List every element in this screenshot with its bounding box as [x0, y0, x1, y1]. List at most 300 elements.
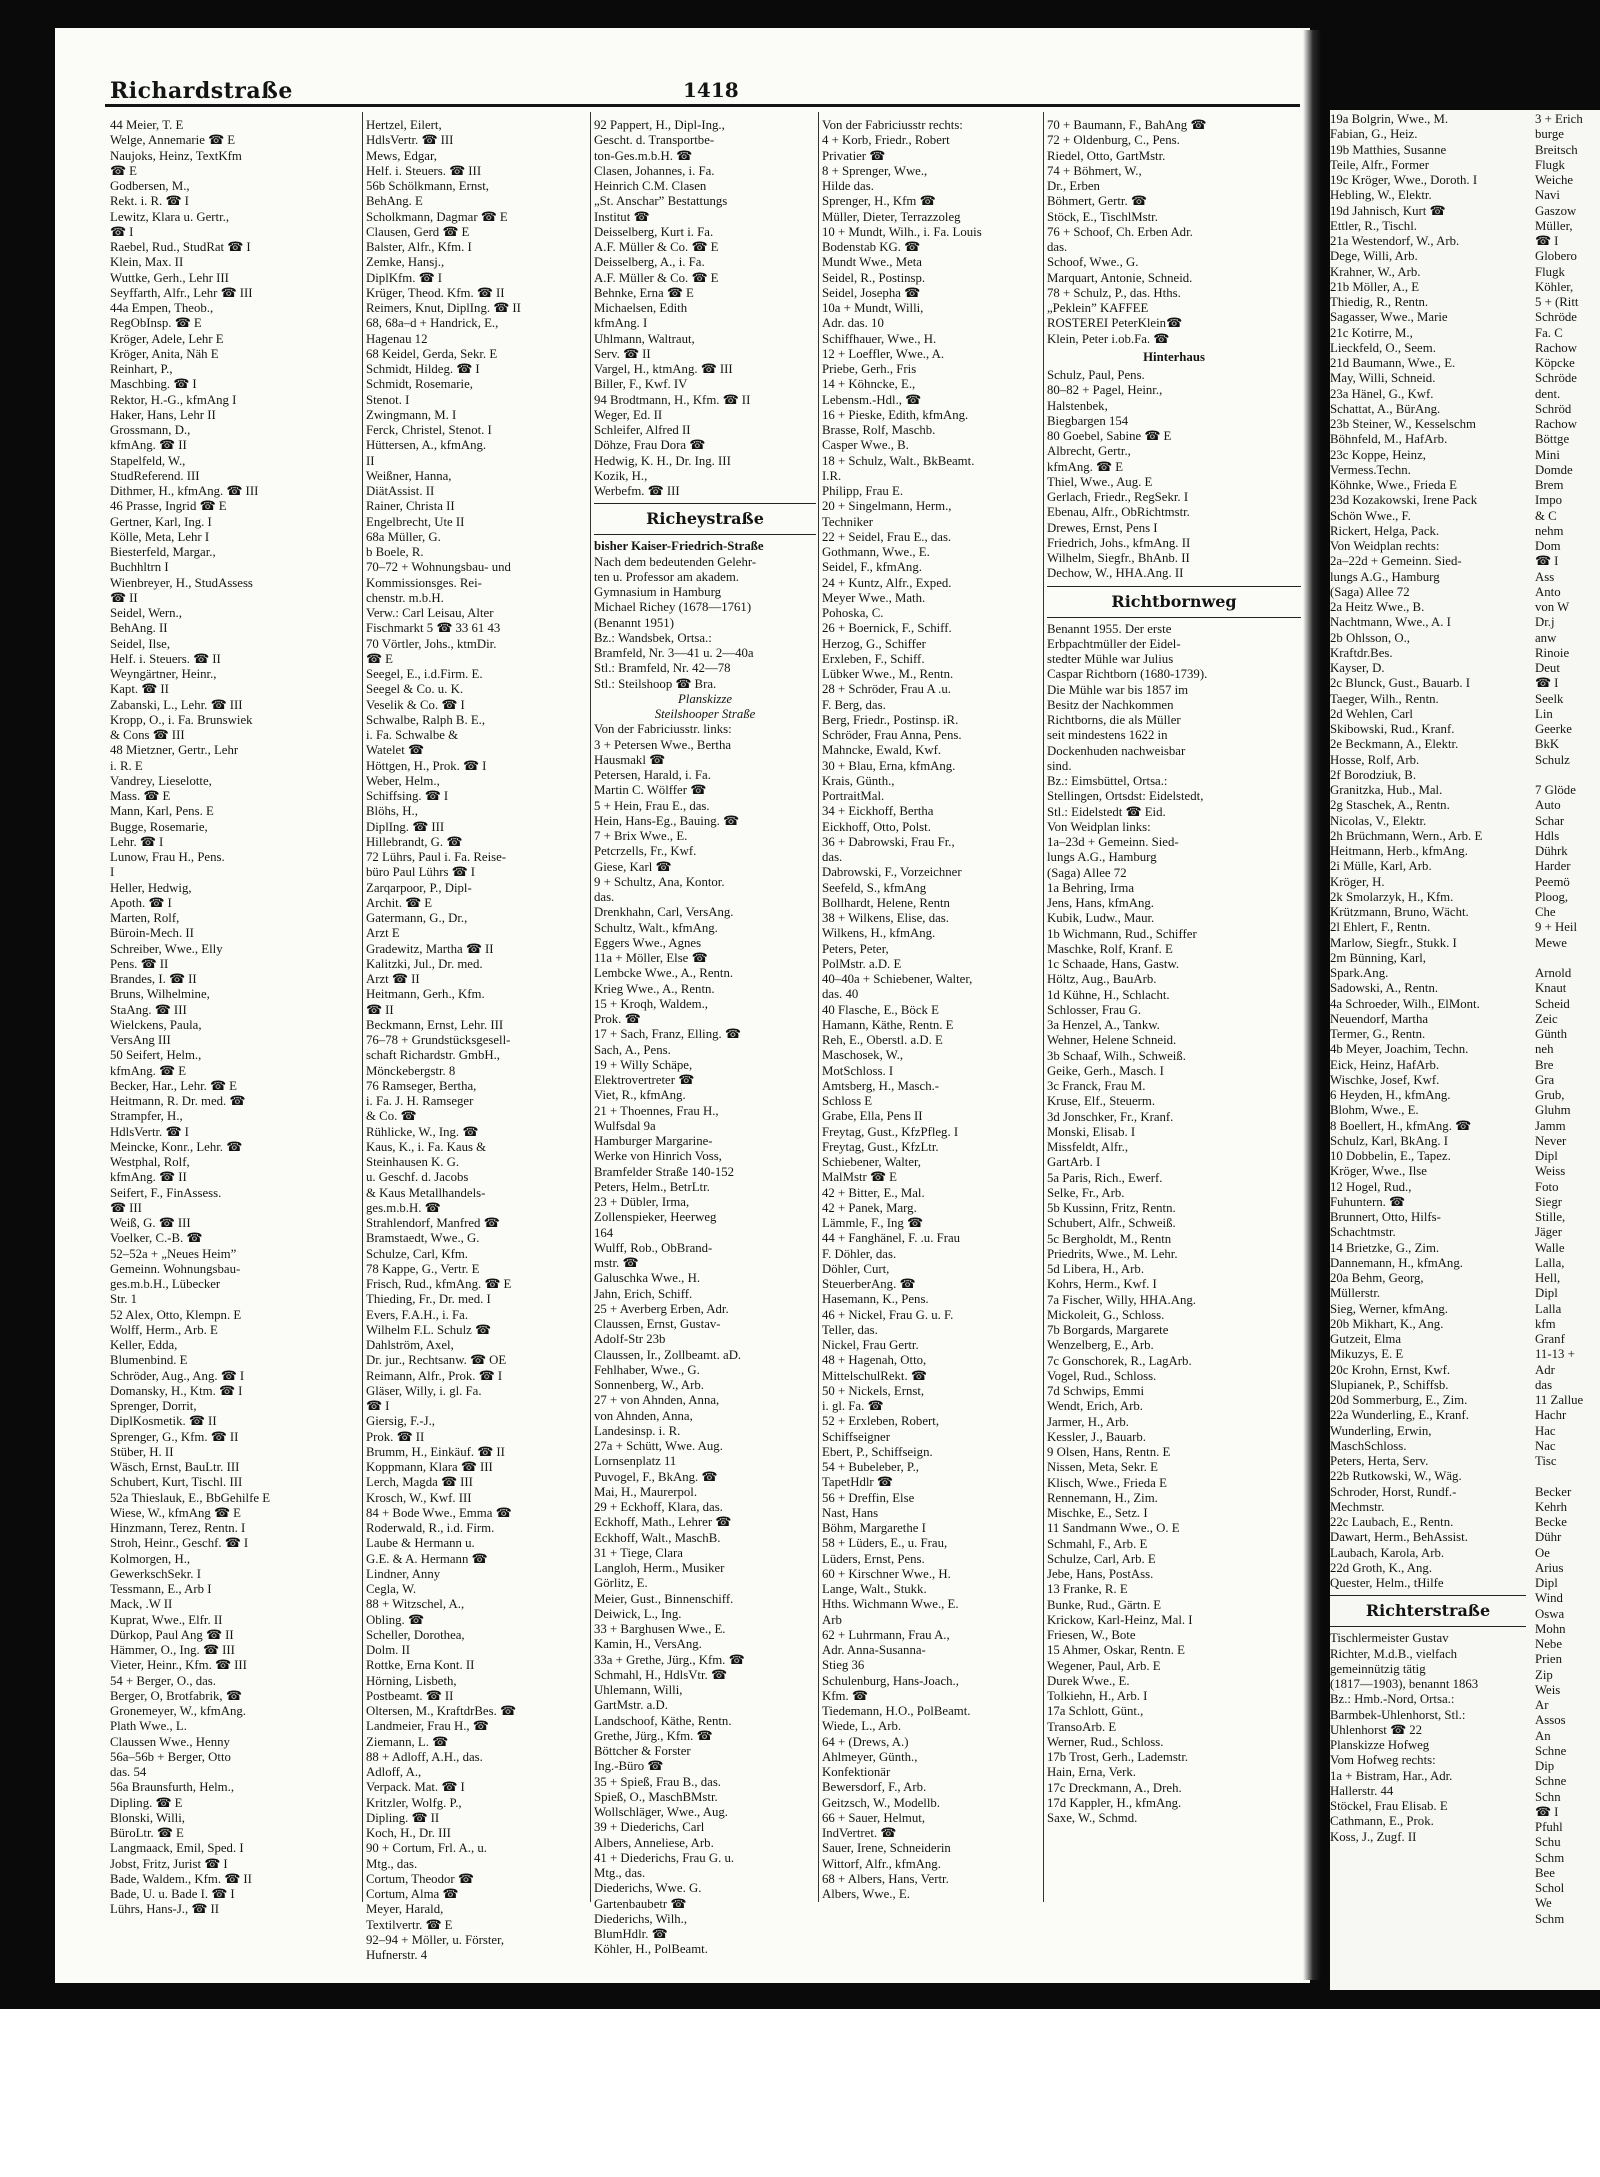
book-gutter [1303, 30, 1321, 1980]
directory-entry-line: Bramfelder Straße 140-152 [594, 1164, 735, 1179]
directory-entry-line: Mohn [1535, 1621, 1566, 1636]
directory-entry-line: Peemö [1535, 874, 1570, 889]
directory-entry-line: Wehner, Helene Schneid. [1047, 1033, 1177, 1048]
directory-entry-line: I [110, 865, 115, 880]
directory-entry-line: ☎ I [366, 1399, 390, 1413]
directory-entry-line: BkK [1535, 737, 1560, 752]
directory-entry-line: Pohoska, C. [822, 606, 884, 620]
directory-entry-line: Heitmann, R. Dr. med. ☎ [110, 1094, 246, 1108]
directory-entry-line: Eick, Heinz, HafArb. [1330, 1057, 1440, 1072]
directory-entry-line: Sonnenberg, W., Arb. [594, 1378, 704, 1392]
directory-entry-line: Schroder, Horst, Rundf.- [1330, 1484, 1457, 1499]
directory-entry-line: Knaut [1535, 981, 1567, 996]
directory-entry-line: Die Mühle war bis 1857 im [1047, 682, 1189, 697]
directory-entry-line [1535, 951, 1600, 966]
directory-entry-line: Roderwald, R., i.d. Firm. [366, 1521, 495, 1535]
directory-entry-line: Ettler, R., Tischl. [1330, 218, 1417, 233]
directory-entry-line: Impo [1535, 493, 1563, 508]
directory-entry-line: Grossmann, D., [110, 423, 191, 437]
directory-entry-line: Schiffseigner [822, 1429, 890, 1444]
directory-entry-line: Fa. C [1535, 325, 1563, 340]
directory-entry-line: Weiß, G. ☎ III [110, 1216, 191, 1230]
directory-entry-line: Stl.: Steilshoop ☎ Bra. [594, 676, 717, 691]
directory-entry-line: 2h Brüchmann, Wern., Arb. E [1330, 828, 1483, 843]
directory-entry-line: Scholkmann, Dagmar ☎ E [366, 209, 508, 224]
directory-entry-line: Planskizze [677, 691, 733, 706]
directory-entry-line: Schmidt, Rosemarie, [366, 377, 473, 392]
directory-entry-line: Bz.: Eimsbüttel, Ortsa.: [1047, 774, 1168, 788]
directory-entry-line: Dipling. ☎ II [366, 1810, 440, 1825]
directory-entry-line: Schröder, Aug., Ang. ☎ I [110, 1368, 245, 1383]
directory-entry-line: Kröger, Adele, Lehr E [110, 331, 224, 346]
directory-entry-line: (Saga) Allee 72 [1330, 584, 1410, 599]
directory-entry-line: MaschSchloss. [1330, 1438, 1407, 1453]
directory-entry-line: Maschbing. ☎ I [110, 377, 197, 392]
directory-entry-line: Fuhuntern. ☎ [1330, 1194, 1405, 1209]
directory-entry-line: Hosse, Rolf, Arb. [1330, 752, 1420, 767]
directory-entry-line: Hörning, Lisbeth, [366, 1673, 457, 1688]
directory-entry-line: 48 + Hagenah, Otto, [822, 1353, 927, 1368]
directory-entry-line: Bade, Waldem., Kfm. ☎ II [110, 1871, 252, 1886]
directory-entry-line: 76 Ramseger, Bertha, [366, 1078, 477, 1093]
directory-entry-line: Stüber, H. II [110, 1444, 174, 1459]
directory-entry-line: DiplKosmetik. ☎ II [110, 1414, 217, 1429]
directory-entry-line: Diederichs, Wwe. G. [594, 1881, 702, 1896]
directory-entry-line: BehAng. II [110, 621, 168, 636]
directory-entry-line: Peters, Peter, [822, 941, 889, 956]
directory-entry-line: anw [1535, 630, 1557, 645]
directory-entry-line: Cortum, Alma ☎ [366, 1887, 459, 1901]
directory-entry-line: 72 Lührs, Paul i. Fa. Reise- [366, 850, 507, 864]
directory-entry-line: Mini [1535, 447, 1560, 462]
directory-entry-line: 27a + Schütt, Wwe. Aug. [594, 1439, 723, 1453]
directory-entry-line: Puvogel, F., BkAng. ☎ [594, 1469, 718, 1484]
directory-entry-line: Schiebener, Walter, [822, 1155, 921, 1169]
header-rule [105, 104, 1300, 107]
directory-entry-line: Vogel, Rud., Schloss. [1047, 1368, 1157, 1383]
directory-entry-line: Lebensm.-Hdl., ☎ [822, 392, 922, 407]
directory-entry-line: Amtsberg, H., Masch.- [822, 1078, 940, 1093]
directory-entry-line: 17 + Sach, Franz, Elling. ☎ [594, 1027, 741, 1042]
directory-entry-line: Becker, Har., Lehr. ☎ E [110, 1078, 237, 1093]
directory-entry-line: Che [1535, 905, 1556, 919]
directory-entry-line: 94 Brodtmann, H., Kfm. ☎ II [594, 392, 751, 407]
directory-entry-line: Ebenau, Alfr., ObRichtmstr. [1047, 505, 1190, 520]
directory-entry-line: 2i Mülle, Karl, Arb. [1330, 859, 1432, 874]
richeystrasse-entries [594, 539, 816, 1957]
directory-entry-line: Dipling. ☎ E [110, 1795, 183, 1810]
directory-entry-line: Blöhs, H., [366, 804, 418, 819]
directory-entry-line: 7c Gonschorek, R., LagArb. [1047, 1353, 1192, 1368]
directory-entry-line: 74 + Böhmert, W., [1047, 163, 1142, 178]
directory-entry-line: ROSTEREI PeterKlein☎ [1047, 316, 1183, 331]
directory-entry-line: Marquart, Antonie, Schneid. [1047, 270, 1193, 285]
directory-entry-line: Biller, F., Kwf. IV [594, 377, 688, 392]
directory-entry-line: Schröd [1535, 401, 1572, 416]
directory-entry-line: 76–78 + Grundstücksgesell- [366, 1033, 511, 1047]
directory-entry-line: Weißner, Hanna, [366, 468, 452, 483]
directory-entry-line: 3 + Petersen Wwe., Bertha [594, 737, 732, 752]
directory-entry-line: Prok. ☎ II [366, 1429, 425, 1444]
facing-column-2-lines [1535, 112, 1600, 1927]
facing-column-1-lines [1330, 112, 1526, 1591]
directory-entry-line: 7 Glöde [1535, 783, 1576, 797]
directory-entry-line: 88 + Witzschel, A., [366, 1597, 465, 1612]
directory-entry-line: 24 + Kuntz, Alfr., Exped. [822, 575, 952, 590]
directory-entry-line: Arius [1535, 1560, 1564, 1575]
directory-entry-line: Deut [1535, 661, 1560, 675]
directory-entry-line: 31 + Tiege, Clara [594, 1545, 683, 1560]
directory-entry-line: Stöckel, Frau Elisab. E [1330, 1799, 1448, 1813]
directory-entry-line: 80 Goebel, Sabine ☎ E [1047, 429, 1172, 443]
directory-entry-line: Bee [1535, 1865, 1555, 1880]
directory-entry-line: 12 Hogel, Rud., [1330, 1179, 1412, 1194]
directory-entry-line: Scheid [1535, 996, 1570, 1011]
directory-entry-line: Dege, Willi, Arb. [1330, 249, 1418, 264]
column-5 [1047, 118, 1301, 1898]
directory-entry-line: Verpack. Mat. ☎ I [366, 1780, 465, 1795]
directory-entry-line: Mass. ☎ E [110, 789, 171, 803]
directory-entry-line: Mtg., das. [594, 1866, 646, 1880]
directory-entry-line: 23a Hänel, G., Kwf. [1330, 386, 1434, 401]
directory-entry-line: Assos [1535, 1713, 1566, 1728]
directory-entry-line: 11-13 + [1535, 1347, 1575, 1362]
directory-entry-line: Grethe, Jürg., Kfm. ☎ [594, 1728, 713, 1743]
directory-entry-line: Cegla, W. [366, 1582, 417, 1596]
directory-entry-line: GewerkschSekr. I [110, 1566, 201, 1581]
directory-entry-line: Pfuhl [1535, 1820, 1563, 1834]
directory-entry-line: Bz.: Hmb.-Nord, Ortsa.: [1330, 1692, 1455, 1707]
directory-entry-line: Schröde [1535, 371, 1577, 386]
directory-entry-line: 56b Schölkmann, Ernst, [366, 179, 489, 193]
directory-entry-line: May, Willi, Schneid. [1330, 371, 1436, 386]
directory-entry-line: Jobst, Fritz, Jurist ☎ I [110, 1856, 228, 1871]
directory-entry-line: 88 + Adloff, A.H., das. [366, 1749, 483, 1764]
directory-entry-line: Lalla [1535, 1301, 1562, 1316]
directory-entry-line: das [1535, 1377, 1553, 1392]
directory-entry-line: Meyer Wwe., Math. [822, 590, 926, 605]
directory-entry-line: Halstenbek, [1047, 398, 1108, 413]
directory-entry-line: Hämmer, O., Ing. ☎ III [110, 1643, 235, 1657]
directory-entry-line: Krützmann, Bruno, Wächt. [1330, 905, 1469, 919]
column-2 [366, 118, 588, 1962]
directory-entry-line: ☎ I [1535, 234, 1559, 248]
directory-entry-line: Klein, Max. II [110, 255, 184, 270]
directory-entry-line: Weiss [1535, 1164, 1566, 1179]
directory-entry-line: Giese, Karl ☎ [594, 859, 672, 874]
directory-entry-line: 5c Bergholdt, M., Rentn [1047, 1231, 1172, 1246]
directory-entry-line: Weyngärtner, Heinr., [110, 667, 217, 681]
directory-entry-line: 92–94 + Möller, u. Förster, [366, 1932, 505, 1947]
directory-entry-line: Lewitz, Klara u. Gertr., [110, 209, 230, 224]
directory-entry-line: Langmaack, Emil, Sped. I [110, 1841, 244, 1856]
directory-entry-line: Lornsenplatz 11 [594, 1454, 677, 1469]
directory-entry-line: Veselik & Co. ☎ I [366, 697, 465, 712]
directory-entry-line: 19 + Willy Schäpe, [594, 1057, 693, 1072]
directory-entry-line: F. Döhler, das. [822, 1246, 897, 1261]
directory-entry-line: Walle [1535, 1240, 1565, 1255]
directory-entry-line: Wulff, Rob., ObBrand- [594, 1240, 713, 1255]
directory-entry-line: Hths. Wichmann Wwe., E. [822, 1597, 959, 1612]
directory-entry-line: 3b Schaaf, Wilh., Schweiß. [1047, 1048, 1186, 1063]
directory-entry-line: Sach, A., Pens. [594, 1042, 671, 1057]
directory-entry-line: Welge, Annemarie ☎ E [110, 133, 236, 148]
directory-entry-line: Nachtmann, Wwe., A. I [1330, 615, 1451, 630]
directory-entry-line: Krüger, Theod. Kfm. ☎ II [366, 285, 505, 300]
directory-entry-line: Granitzka, Hub., Mal. [1330, 783, 1443, 797]
directory-entry-line: Schön Wwe., F. [1330, 508, 1411, 523]
directory-entry-line: 9 + Schultz, Ana, Kontor. [594, 874, 725, 889]
column-divider [590, 112, 591, 1902]
column-3 [594, 118, 816, 1957]
directory-entry-line: 19a Bolgrin, Wwe., M. [1330, 112, 1449, 126]
directory-entry-line: Koch, H., Dr. III [366, 1826, 451, 1840]
directory-entry-line: 30 + Blau, Erna, kfmAng. [822, 758, 956, 773]
directory-entry-line: Drenkhahn, Carl, VersAng. [594, 905, 734, 920]
directory-entry-line: Kessler, J., Bauarb. [1047, 1429, 1146, 1444]
directory-entry-line: Friesen, W., Bote [1047, 1628, 1136, 1642]
directory-entry-line: Köhler, [1535, 279, 1574, 294]
directory-entry-line: „St. Anschar” Bestattungs [594, 194, 728, 209]
directory-entry-line: Bruns, Wilhelmine, [110, 987, 210, 1002]
directory-entry-line: ☎ III [110, 1200, 142, 1215]
directory-entry-line: Wilhelm F.L. Schulz ☎ [366, 1322, 491, 1337]
directory-entry-line: Kommissionsges. Rei- [366, 575, 482, 590]
directory-entry-line: Mews, Edgar, [366, 148, 437, 163]
directory-entry-line: 1a + Bistram, Har., Adr. [1330, 1768, 1453, 1783]
directory-entry-line: Fehlhaber, Wwe., G. [594, 1362, 700, 1377]
directory-entry-line: 164 [594, 1225, 614, 1240]
directory-entry-line: 9 Olsen, Hans, Rentn. E [1047, 1445, 1171, 1459]
directory-entry-line: Schne [1535, 1743, 1567, 1758]
directory-entry-line: DiplKfm. ☎ I [366, 270, 443, 285]
directory-entry-line: Sagasser, Wwe., Marie [1330, 310, 1448, 325]
directory-entry-line: Höttgen, H., Prok. ☎ I [366, 758, 487, 773]
directory-entry-line: Biesterfeld, Margar., [110, 545, 216, 559]
directory-entry-line: Engelbrecht, Ute II [366, 514, 465, 529]
directory-entry-line: 62 + Luhrmann, Frau A., [822, 1627, 950, 1642]
directory-entry-line: Schiffhauer, Wwe., H. [822, 331, 937, 346]
directory-entry-line: Planskizze Hofweg [1330, 1738, 1430, 1752]
directory-entry-line: Seidel, Wern., [110, 606, 182, 620]
directory-entry-line: Kozik, H., [594, 468, 648, 483]
directory-entry-line: Eckhoff, Walt., MaschB. [594, 1530, 721, 1545]
directory-entry-line: MotSchloss. I [822, 1063, 894, 1078]
directory-entry-line: Dipl [1535, 1149, 1558, 1163]
directory-entry-line: Dip [1535, 1759, 1555, 1773]
directory-entry-line: Grub, [1535, 1088, 1565, 1102]
directory-entry-line: Rickert, Helga, Pack. [1330, 523, 1440, 538]
directory-entry-line: Wischke, Josef, Kwf. [1330, 1072, 1440, 1087]
directory-entry-line: TransoArb. E [1047, 1719, 1117, 1734]
directory-entry-line: 80–82 + Pagel, Heinr., [1047, 383, 1163, 398]
directory-entry-line: 4 + Korb, Friedr., Robert [822, 133, 950, 148]
directory-entry-line: Clausen, Gerd ☎ E [366, 224, 470, 239]
directory-entry-line: 4a Schroeder, Wilh., ElMont. [1330, 996, 1480, 1011]
directory-entry-line: Privatier ☎ [822, 148, 886, 163]
directory-entry-line: Claussen Wwe., Henny [110, 1734, 230, 1749]
directory-entry-line: Köhler, H., PolBeamt. [594, 1942, 708, 1957]
directory-entry-line: 42 + Panek, Marg. [822, 1200, 917, 1215]
directory-entry-line: Freytag, Gust., KfzLtr. [822, 1139, 939, 1154]
directory-entry-line: Nicolas, V., Elektr. [1330, 813, 1427, 828]
directory-entry-line: Maschosek, W., [822, 1048, 904, 1063]
directory-entry-line: Prien [1535, 1652, 1563, 1667]
directory-entry-line: 52 Alex, Otto, Klempn. E [110, 1307, 242, 1322]
directory-entry-line: kfmAng. I [594, 316, 648, 331]
directory-entry-line: Wielckens, Paula, [110, 1017, 202, 1032]
directory-entry-line: Kalitzki, Jul., Dr. med. [366, 956, 483, 971]
directory-entry-line: i. Fa. Schwalbe & [366, 728, 459, 742]
directory-entry-line: Teile, Alfr., Former [1330, 157, 1429, 172]
directory-entry-line: Rekt. i. R. ☎ I [110, 194, 189, 209]
directory-entry-line: Böttcher & Forster [594, 1744, 691, 1758]
directory-entry-line: Zarqarpoor, P., Dipl- [366, 880, 472, 895]
directory-entry-line: „Peklein” KAFFEE [1047, 301, 1149, 315]
directory-entry-line: 38 + Wilkens, Elise, das. [822, 911, 949, 925]
directory-entry-line: 1b Wichmann, Rud., Schiffer [1047, 926, 1197, 941]
directory-entry-line: Zollenspieker, Heerweg [594, 1210, 717, 1225]
directory-entry-line: Rektor, H.-G., kfmAng I [110, 392, 237, 407]
directory-entry-line: Anto [1535, 584, 1561, 599]
directory-entry-line: Wenzelberg, E., Arb. [1047, 1338, 1154, 1353]
directory-entry-line: Jahn, Erich, Schiff. [594, 1286, 693, 1301]
directory-entry-line: Stl.: Eidelstedt ☎ Eid. [1047, 804, 1166, 819]
directory-entry-line: Hillebrandt, G. ☎ [366, 834, 463, 849]
directory-entry-line: Benannt 1955. Der erste [1047, 621, 1172, 636]
directory-entry-line: Hallerstr. 44 [1330, 1783, 1394, 1798]
directory-entry-line: Nissen, Meta, Sekr. E [1047, 1460, 1158, 1475]
directory-entry-line: von Ahnden, Anna, [594, 1408, 693, 1423]
directory-entry-line: HdlsVertr. ☎ I [110, 1124, 189, 1139]
directory-entry-line: Teller, das. [822, 1322, 878, 1337]
directory-entry-line: Bade, U. u. Bade I. ☎ I [110, 1887, 235, 1901]
directory-entry-line: Weber, Helm., [366, 773, 440, 788]
directory-entry-line: Gutzeit, Elma [1330, 1332, 1402, 1346]
directory-entry-line: Taeger, Wilh., Rentn. [1330, 691, 1439, 706]
directory-entry-line: Berg, Friedr., Postinsp. iR. [822, 712, 959, 727]
directory-entry-line: Brasse, Rolf, Maschb. [822, 423, 936, 437]
directory-entry-line: dent. [1535, 386, 1561, 401]
directory-entry-line: Arzt E [366, 926, 400, 941]
directory-entry-line: DiätAssist. II [366, 484, 435, 498]
directory-entry-line: Behnke, Erna ☎ E [594, 285, 694, 300]
directory-entry-line: Dom [1535, 539, 1561, 553]
directory-entry-line: Wienbreyer, H., StudAssess [110, 575, 253, 590]
directory-entry-line: Von der Fabriciusstr rechts: [822, 118, 963, 132]
directory-entry-line: 50 + Nickels, Ernst, [822, 1383, 925, 1398]
directory-entry-line: 10 Dobbelin, E., Tapez. [1330, 1149, 1451, 1163]
directory-entry-line: chenstr. m.b.H. [366, 590, 444, 605]
directory-entry-line: 36 + Dabrowski, Frau Fr., [822, 834, 955, 849]
directory-entry-line: Freytag, Gust., KfzPfleg. I [822, 1124, 959, 1139]
directory-entry-line: Krickow, Karl-Heinz, Mal. I [1047, 1612, 1193, 1627]
directory-entry-line: Arb [822, 1612, 842, 1627]
directory-entry-line: 68, 68a–d + Handrick, E., [366, 316, 499, 331]
directory-entry-line: Breitsch [1535, 142, 1578, 157]
directory-entry-line: Hdls [1535, 828, 1560, 843]
directory-entry-line: Dannemann, H., kfmAng. [1330, 1255, 1463, 1270]
directory-entry-line: mstr. ☎ [594, 1256, 639, 1270]
directory-entry-line: Barmbek-Uhlenhorst, Stl.: [1330, 1707, 1466, 1722]
directory-entry-line: 5 + (Ritt [1535, 295, 1579, 309]
directory-entry-line: Schoof, Wwe., G. [1047, 255, 1139, 270]
directory-entry-line: Lührs, Hans-J., ☎ II [110, 1902, 220, 1917]
directory-entry-line: Harder [1535, 859, 1571, 874]
directory-entry-line: Hell, [1535, 1271, 1561, 1285]
directory-entry-line: Meier, Gust., Binnenschiff. [594, 1591, 734, 1606]
directory-entry-line: Wulfsdal 9a [594, 1118, 656, 1133]
directory-entry-line: Müller, Dieter, Terrazzoleg [822, 209, 961, 224]
directory-entry-line: 2a Heitz Wwe., B. [1330, 600, 1425, 614]
directory-entry-line: Lieckfeld, O., Seem. [1330, 340, 1436, 355]
directory-entry-line: Maschke, Rolf, Kranf. E [1047, 941, 1173, 956]
directory-entry-line: Str. 1 [110, 1292, 138, 1307]
directory-entry-line: ☎ I [110, 224, 134, 239]
column-5b-lines [1047, 368, 1301, 582]
directory-entry-line: 13 Franke, R. E [1047, 1582, 1128, 1597]
directory-entry-line: das. [594, 890, 615, 904]
directory-entry-line: das. [1047, 240, 1068, 254]
directory-entry-line: IndVertret. ☎ [822, 1826, 897, 1840]
directory-entry-line: i. gl. Fa. ☎ [822, 1399, 884, 1413]
directory-entry-line: 33 + Barghusen Wwe., E. [594, 1622, 726, 1636]
directory-entry-line: Mahncke, Ewald, Kwf. [822, 743, 942, 758]
directory-entry-line: 23 + Dübler, Irma, [594, 1195, 690, 1209]
directory-entry-line: Schulze, Carl, Arb. E [1047, 1551, 1156, 1566]
column-divider [818, 112, 819, 1902]
directory-entry-line: Heinrich C.M. Clasen [594, 179, 707, 193]
directory-entry-line: Seidel, R., Postinsp. [822, 270, 926, 285]
directory-entry-line: 1a–23d + Gemeinn. Sied- [1047, 835, 1179, 849]
directory-entry-line: Thiel, Wwe., Aug. E [1047, 474, 1153, 489]
directory-entry-line: Mischke, E., Setz. I [1047, 1506, 1148, 1520]
directory-entry-line: 42 + Bitter, E., Mal. [822, 1185, 925, 1200]
directory-entry-line: Adr. das. 10 [822, 316, 884, 331]
directory-entry-line: 25 + Averberg Erben, Adr. [594, 1301, 729, 1316]
directory-entry-line: 22b Rutkowski, W., Wäg. [1330, 1469, 1462, 1484]
directory-entry-line: Nac [1535, 1438, 1556, 1453]
directory-entry-line: Domansky, H., Ktm. ☎ I [110, 1383, 243, 1398]
directory-entry-line: Helf. i. Steuers. ☎ II [110, 651, 221, 666]
directory-entry-line: 78 + Schulz, P., das. Hths. [1047, 285, 1181, 300]
directory-entry-line: Grabe, Ella, Pens II [822, 1109, 923, 1124]
directory-entry-line: kfmAng. ☎ E [1047, 459, 1124, 474]
directory-entry-line: Fabian, G., Heiz. [1330, 127, 1418, 142]
directory-entry-line: Apoth. ☎ I [110, 895, 172, 910]
directory-entry-line: Wuttke, Gerh., Lehr III [110, 270, 229, 285]
directory-entry-line: 22a Wunderling, E., Kranf. [1330, 1408, 1469, 1423]
directory-entry-line: Nach dem bedeutenden Gelehr- [594, 554, 757, 569]
directory-entry-line: Kruse, Elf., Steuerm. [1047, 1094, 1156, 1109]
directory-entry-line: 54 + Bubeleber, P., [822, 1460, 919, 1474]
directory-entry-line: 21b Möller, A., E [1330, 279, 1420, 294]
directory-entry-line: Hac [1535, 1423, 1556, 1438]
directory-entry-line: Von der Fabriciusstr. links: [594, 722, 732, 737]
directory-entry-line: Uhlemann, Willi, [594, 1683, 683, 1697]
directory-entry-line: Marten, Rolf, [110, 911, 180, 925]
directory-entry-line: Gertner, Karl, Ing. I [110, 514, 212, 529]
directory-entry-line: Landmeier, Frau H., ☎ [366, 1719, 489, 1734]
directory-entry-line: Lange, Walt., Stukk. [822, 1582, 927, 1596]
directory-entry-line: Hilde das. [822, 179, 874, 193]
directory-entry-line: Deisselberg, Kurt i. Fa. [594, 224, 714, 239]
directory-entry-line: stedter Mühle war Julius [1047, 652, 1174, 666]
directory-entry-line: Krieg Wwe., A., Rentn. [594, 981, 715, 996]
directory-entry-line: 11a + Möller, Else ☎ [594, 951, 708, 965]
directory-entry-line: 20a Behm, Georg, [1330, 1271, 1424, 1285]
column-5c-lines [1047, 774, 1301, 1826]
